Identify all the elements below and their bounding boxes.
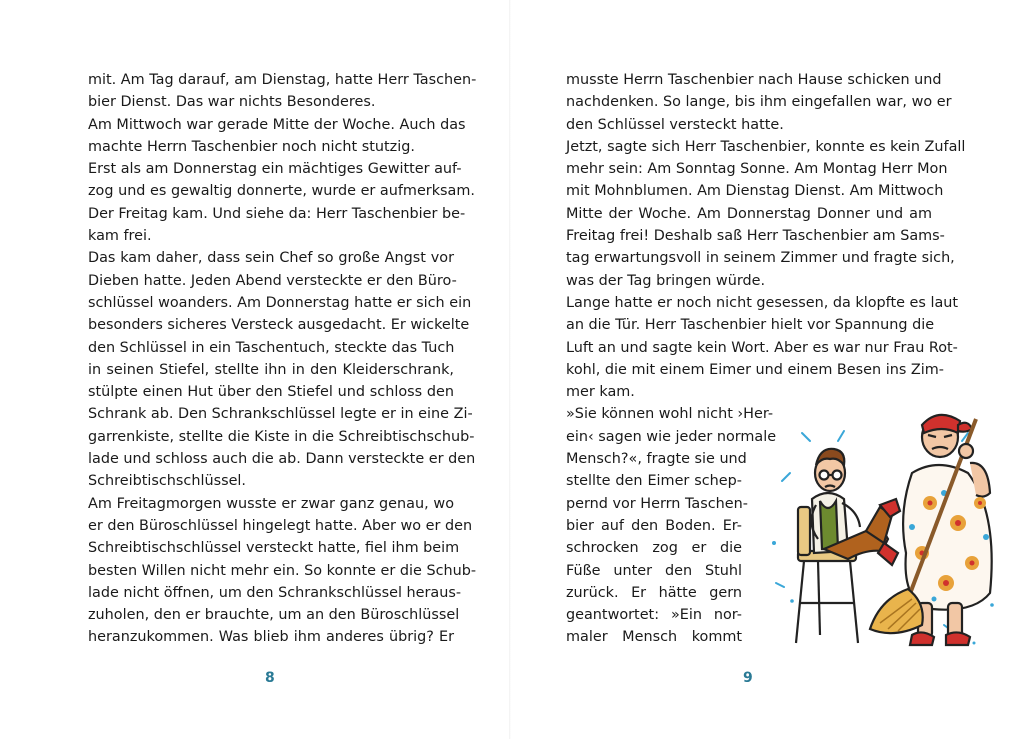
text-line: Schrank ab. Den Schrankschlüssel legte er in eine Zi- (88, 406, 473, 423)
text-line: an die Tür. Herr Taschenbier hielt vor Spannung die (566, 317, 935, 334)
text-line: musste Herrn Taschenbier nach Hause schicken und (566, 72, 942, 88)
text-line: Freitag frei! Deshalb saß Herr Taschenbier am Sams- (566, 228, 945, 245)
text-line: besonders sicheres Versteck ausgedacht. Er wickelte (88, 317, 470, 334)
text-line: lade nicht öffnen, um den Schrankschlüssel heraus- (88, 584, 462, 601)
text-line: Lange hatte er noch nicht gesessen, da klopfte es laut (566, 294, 959, 311)
text-line: lade und schloss auch die ab. Dann versteckte er den (88, 451, 476, 468)
text-line: Am Mittwoch war gerade Mitte der Woche. Auch das (88, 116, 466, 133)
text-line: Schreibtischschlüssel versteckt hatte, fiel ihm beim (88, 540, 460, 557)
text-line: Am Freitagmorgen wusste er zwar ganz genau, wo (88, 495, 454, 512)
text-line: mer kam. (566, 384, 635, 401)
text-line: stülpte einen Hut über den Stiefel und schloss den (88, 384, 454, 401)
text-line: Dieben hatte. Jeden Abend versteckte er den Büro- (88, 272, 457, 289)
text-line: nachdenken. So lange, bis ihm eingefallen war, wo er (566, 94, 952, 111)
text-line: bier Dienst. Das war nichts Besonderes. (88, 94, 376, 111)
text-line: bier auf den Boden. Er- (566, 517, 742, 534)
text-line: schrocken zog er die (566, 540, 742, 557)
text-line: Jetzt, sagte sich Herr Taschenbier, konnte es kein Zufall (566, 138, 966, 155)
text-line: zuholen, den er brauchte, um an den Büroschlüssel (88, 607, 460, 624)
text-line: mit. Am Tag darauf, am Dienstag, hatte Herr Taschen- (88, 72, 477, 88)
text-line: Der Freitag kam. Und siehe da: Herr Taschenbier be- (88, 205, 466, 222)
left-page-text (88, 69, 477, 649)
text-line: schlüssel woanders. Am Donnerstag hatte er sich ein (88, 294, 472, 311)
text-line: tag erwartungsvoll in seinem Zimmer und fragte sich, (566, 250, 955, 267)
page-number-right: 9 (743, 670, 753, 686)
right-page-paragraphs (566, 69, 966, 403)
text-line: kohl, die mit einem Eimer und einem Besen ins Zim- (566, 361, 944, 378)
text-line: Füße unter den Stuhl (566, 562, 742, 579)
right-page (510, 0, 1020, 739)
text-line: mehr sein: Am Sonntag Sonne. Am Montag Herr Mon (566, 161, 948, 178)
text-line: Mensch?«, fragte sie und (566, 451, 747, 468)
text-line: zog und es gewaltig donnerte, wurde er aufmerksam. (88, 183, 475, 200)
text-line: machte Herrn Taschenbier noch nicht stutzig. (88, 138, 415, 155)
text-line: Erst als am Donnerstag ein mächtiges Gewitter auf- (88, 161, 462, 178)
text-line: in seinen Stiefel, stellte ihn in den Kleiderschrank, (88, 361, 454, 378)
text-line: heranzukommen. Was blieb ihm anderes übrig? Er (88, 629, 454, 646)
text-line: den Schlüssel in ein Taschentuch, steckte das Tuch (88, 339, 455, 356)
man-on-chair-and-woman-sweeping-illustration (762, 403, 1012, 661)
text-line: zurück. Er hätte gern (566, 584, 742, 601)
text-line: kam frei. (88, 228, 152, 245)
text-line: Das kam daher, dass sein Chef so große Angst vor (88, 250, 454, 267)
text-line: Mitte der Woche. Am Donnerstag Donner und am (566, 205, 932, 222)
text-line: Schreibtischschlüssel. (88, 473, 246, 490)
text-line: was der Tag bringen würde. (566, 272, 766, 289)
text-line: »Sie können wohl nicht ›Her- (566, 406, 774, 423)
text-line: Luft an und sagte kein Wort. Aber es war nur Frau Rot- (566, 339, 958, 356)
text-line: den Schlüssel versteckt hatte. (566, 116, 784, 133)
page-number-left: 8 (265, 670, 275, 686)
text-line: geantwortet: »Ein nor- (566, 607, 742, 624)
text-line: er den Büroschlüssel hingelegt hatte. Aber wo er den (88, 517, 473, 534)
text-line: besten Willen nicht mehr ein. So konnte er die Schub- (88, 562, 477, 579)
text-line: stellte den Eimer schep- (566, 473, 742, 490)
text-line: maler Mensch kommt (566, 629, 742, 646)
text-line: ein‹ sagen wie jeder normale (566, 428, 777, 445)
text-line: pernd vor Herrn Taschen- (566, 495, 748, 512)
text-line: mit Mohnblumen. Am Dienstag Dienst. Am Mittwoch (566, 183, 944, 200)
text-line: garrenkiste, stellte die Kiste in die Schreibtischschub- (88, 428, 475, 445)
